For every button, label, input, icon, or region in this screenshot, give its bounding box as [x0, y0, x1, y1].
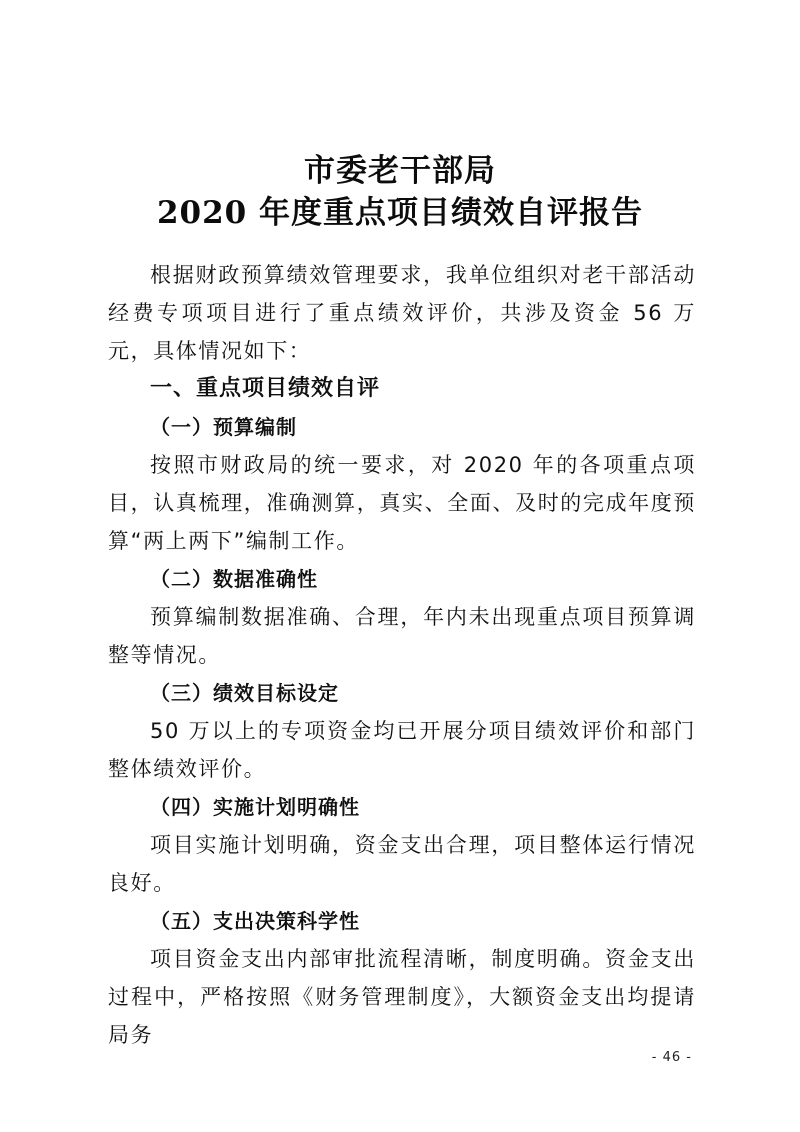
- subsection-heading-plan-clarity: （四）实施计划明确性: [150, 795, 360, 819]
- subsection-text-data-accuracy: 预算编制数据准确、合理，年内未出现重点项目预算调整等情况。: [108, 605, 696, 667]
- subsection-heading-data-accuracy: （二）数据准确性: [150, 567, 318, 591]
- section-heading: 一、重点项目绩效自评: [150, 376, 381, 401]
- subsection-text-spending-decision: 项目资金支出内部审批流程清晰，制度明确。资金支出过程中，严格按照《财务管理制度》，大额资金支出均提请局务: [108, 947, 696, 1047]
- subsection-heading-goal-setting: （三）绩效目标设定: [150, 681, 339, 705]
- subsection-heading-budget: （一）预算编制: [150, 415, 297, 439]
- subsection-text-goal-setting: 50 万以上的专项资金均已开展分项目绩效评价和部门整体绩效评价。: [108, 719, 696, 781]
- title-report-name: 2020 年度重点项目绩效自评报告: [156, 195, 644, 231]
- document-body: [108, 256, 696, 1054]
- intro-paragraph: 根据财政预算绩效管理要求，我单位组织对老干部活动经费专项项目进行了重点绩效评价，共涉及资金 56 万元，具体情况如下：: [108, 263, 696, 363]
- subsection-text-budget: 按照市财政局的统一要求，对 2020 年的各项重点项目，认真梳理，准确测算，真实、全面、及时的完成年度预算“两上两下”编制工作。: [108, 453, 696, 553]
- title-organization: 市委老干部局: [304, 153, 496, 189]
- subsection-text-plan-clarity: 项目实施计划明确，资金支出合理，项目整体运行情况良好。: [108, 833, 696, 895]
- document-title: [0, 150, 800, 234]
- subsection-heading-spending-decision: （五）支出决策科学性: [150, 909, 360, 933]
- page-number: - 46 -: [651, 1050, 692, 1065]
